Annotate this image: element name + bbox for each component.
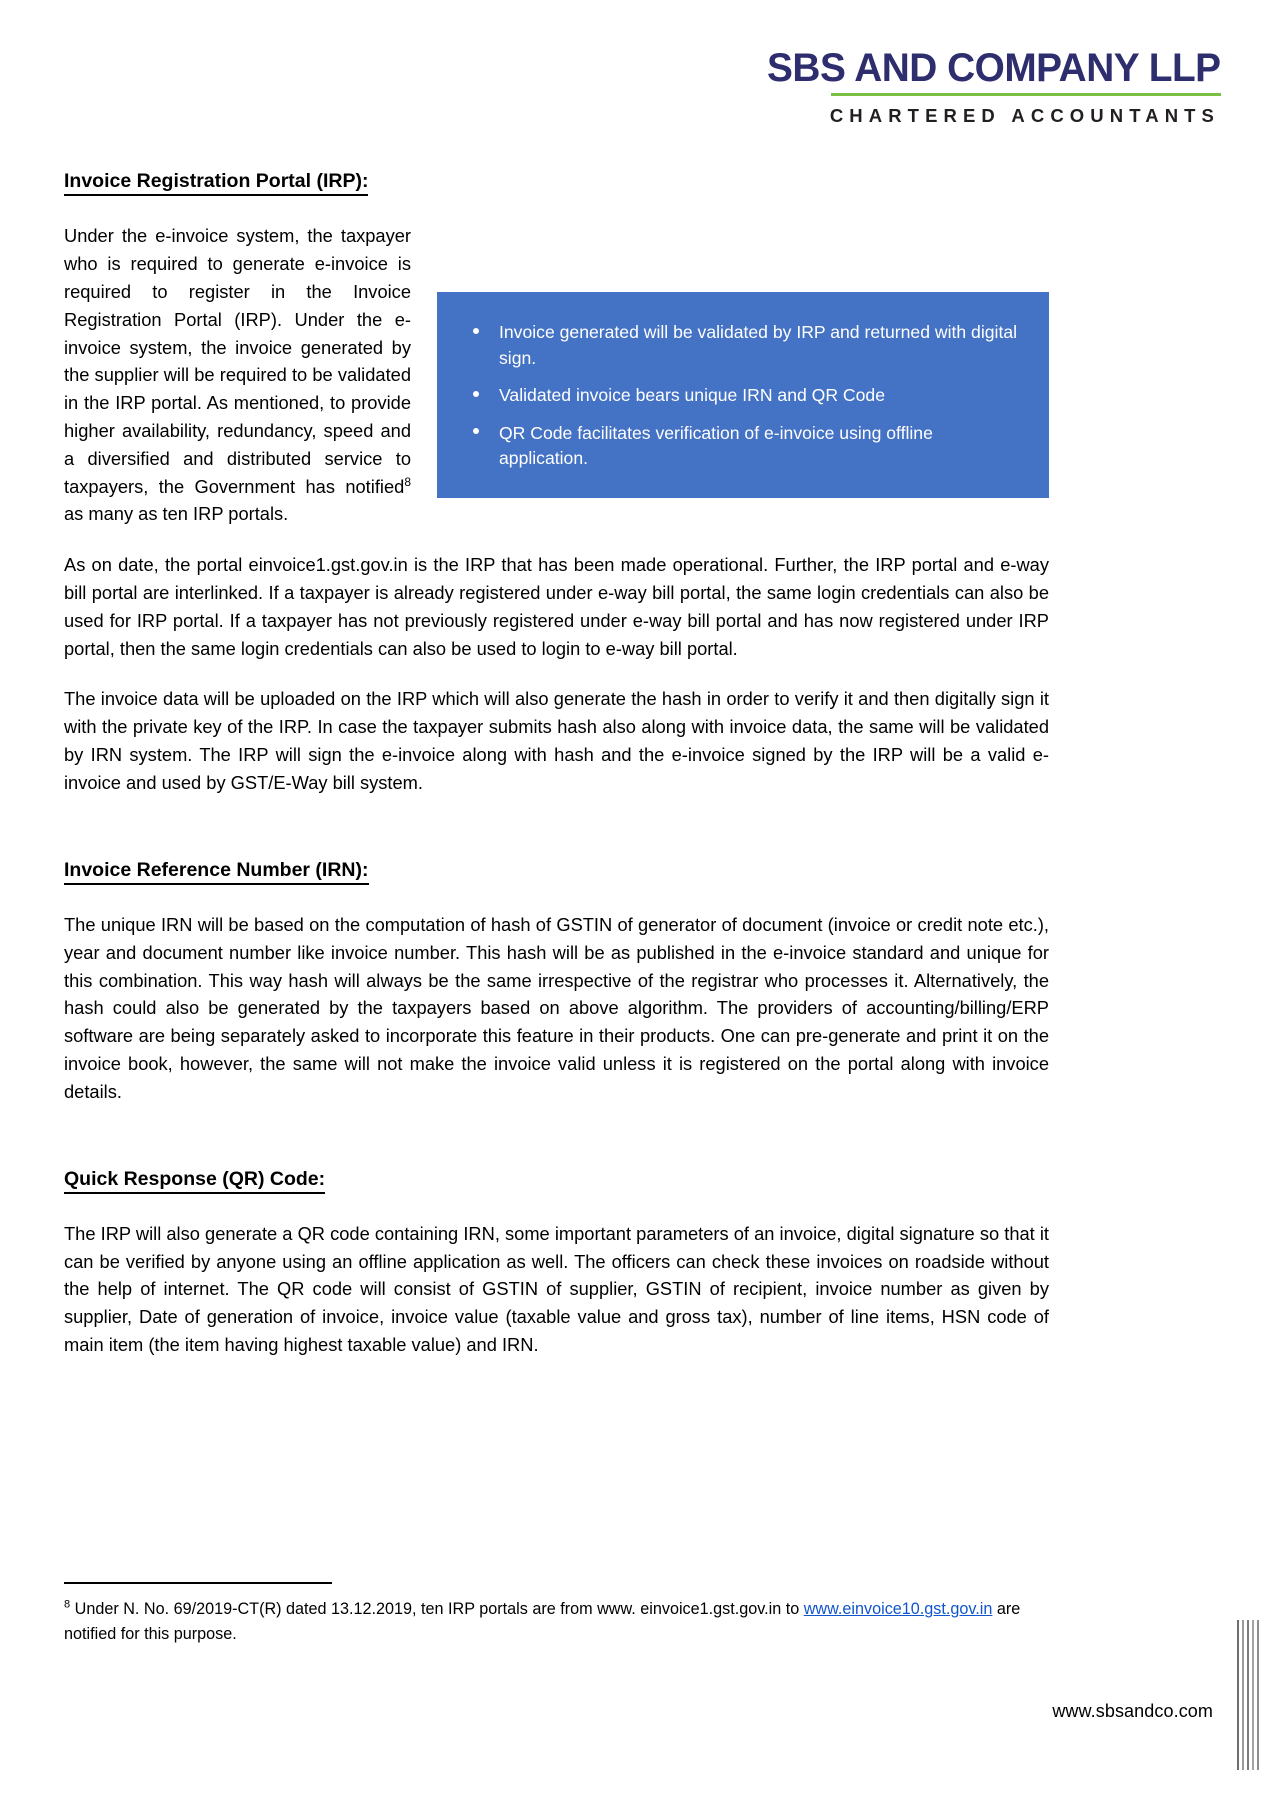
footer-bar bbox=[1257, 1620, 1259, 1770]
footnote-area bbox=[64, 1582, 1049, 1647]
section-heading-irp: Invoice Registration Portal (IRP): bbox=[64, 170, 368, 196]
footer-bar bbox=[1247, 1620, 1249, 1770]
section-qr-heading-wrap bbox=[64, 1168, 1049, 1220]
paragraph-irn-1: The unique IRN will be based on the computation of hash of GSTIN of generator of document (invoice or credit note etc.), year and document number like invoice number. This hash will be as published in the e-invoice standard and unique for this combination. This way hash will always be the same irrespective of the registrar who processes it. Alternatively, the hash could also be generated by the taxpayers based on above algorithm. The providers of accounting/billing/ERP software are being separately asked to incorporate this feature in their products. One can pre-generate and print it on the invoice book, however, the same will not make the invoice valid unless it is registered on the portal along with invoice details. bbox=[64, 913, 1049, 1102]
paragraph-irp-intro-tail: as many as ten IRP portals. bbox=[64, 503, 289, 525]
bullet-dot-icon bbox=[473, 328, 479, 334]
section-irp-heading-wrap bbox=[64, 170, 1049, 222]
section-heading-irn: Invoice Reference Number (IRN): bbox=[64, 859, 369, 885]
callout-bullet-text: Validated invoice bears unique IRN and QR Code bbox=[499, 385, 885, 406]
irp-intro-block bbox=[64, 222, 1049, 551]
footnote-link-einvoice10[interactable]: www.einvoice10.gst.gov.in bbox=[803, 1600, 993, 1618]
logo-company-name: SBS AND COMPANY LLP bbox=[767, 46, 1221, 90]
logo-green-rule bbox=[831, 93, 1221, 96]
list-item bbox=[499, 383, 1023, 409]
bullet-dot-icon bbox=[473, 391, 479, 397]
callout-bullet-text: QR Code facilitates verification of e-invoice using offline application. bbox=[499, 422, 933, 469]
footnote-separator-rule bbox=[64, 1582, 332, 1584]
bullet-dot-icon bbox=[473, 428, 479, 434]
company-logo bbox=[753, 48, 1221, 127]
section-heading-qr: Quick Response (QR) Code: bbox=[64, 1168, 325, 1194]
logo-tagline: CHARTERED ACCOUNTANTS bbox=[829, 104, 1220, 126]
section-irn-heading-wrap bbox=[64, 859, 1049, 911]
paragraph-irp-2: As on date, the portal einvoice1.gst.gov.in is the IRP that has been made operational. Further, the IRP portal and e-way bill portal are interlinked. If a taxpayer is already registered under e-way bill portal, the same login credentials can also be used for IRP portal. If a taxpayer has not previously registered under e-way bill portal and has now registered under IRP portal, then the same login credentials can also be used to login to e-way bill portal. bbox=[64, 554, 1049, 659]
list-item bbox=[499, 320, 1023, 371]
footnote-text bbox=[64, 1597, 1049, 1647]
callout-bullet-list bbox=[463, 320, 1023, 472]
footer-decorative-bars bbox=[1237, 1620, 1259, 1770]
paragraph-irp-intro-text: Under the e-invoice system, the taxpayer who is required to generate e-invoice is required to register in the Invoice Registration Portal (IRP). Under the e-invoice system, the invoice generated by the supplier will be required to be validated in the IRP portal. As mentioned, to provide higher availability, redundancy, speed and a diversified and distributed service to taxpayers, the Government has notified bbox=[64, 225, 411, 497]
footer-bar bbox=[1237, 1620, 1239, 1770]
paragraph-qr-1: The IRP will also generate a QR code containing IRN, some important parameters of an invoice, digital signature so that it can be verified by anyone using an offline application as well. The officers can check these invoices on roadside without the help of internet. The QR code will consist of GSTIN of supplier, GSTIN of recipient, invoice number as given by supplier, Date of generation of invoice, invoice value (taxable value and gross tax), number of line items, HSN code of main item (the item having highest taxable value) and IRN. bbox=[64, 1222, 1049, 1356]
footnote-text-before-link: Under N. No. 69/2019-CT(R) dated 13.12.2019, ten IRP portals are from www. einvoice1.gst.gov.in to bbox=[70, 1600, 804, 1618]
footnote-reference-8: 8 bbox=[404, 474, 411, 489]
list-item bbox=[499, 421, 1023, 472]
callout-bullet-text: Invoice generated will be validated by IRP and returned with digital sign. bbox=[499, 322, 1018, 368]
document-content bbox=[64, 170, 1049, 1359]
paragraph-irp-3: The invoice data will be uploaded on the IRP which will also generate the hash in order to verify it and then digitally sign it with the private key of the IRP. In case the taxpayer submits hash also along with invoice data, the same will be validated by IRN system. The IRP will sign the e-invoice along with hash and the e-invoice signed by the IRP will be a valid e-invoice and used by GST/E-Way bill system. bbox=[64, 688, 1049, 793]
footer-bar bbox=[1242, 1620, 1244, 1770]
footnote-text-after-link: are notified for this purpose. bbox=[64, 1600, 1021, 1644]
footnote-marker: 8 bbox=[64, 1598, 71, 1611]
footer-bar bbox=[1252, 1620, 1254, 1770]
footer-website: www.sbsandco.com bbox=[1052, 1701, 1213, 1721]
callout-box bbox=[437, 292, 1049, 498]
